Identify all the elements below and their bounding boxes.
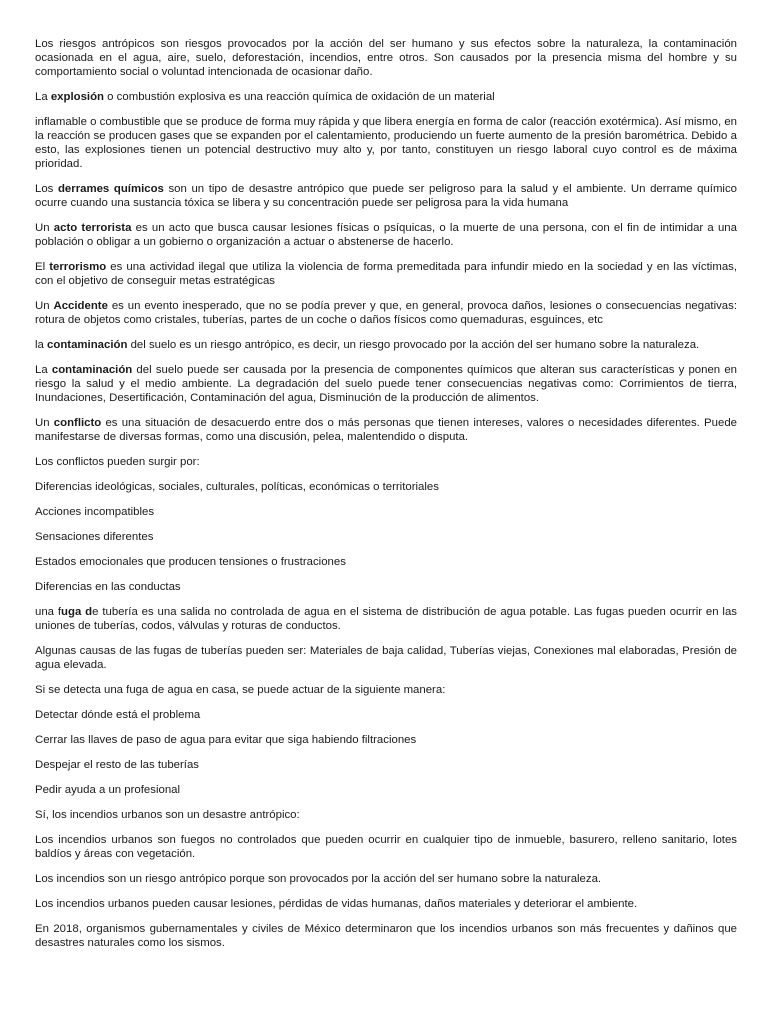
text-run: Estados emocionales que producen tensiones o frustraciones [35, 556, 346, 568]
text-run: Un [35, 417, 54, 429]
bold-term: uga d [61, 606, 93, 618]
text-run: es un evento inesperado, que no se podía prever y que, en general, provoca daños, lesiones o consecuencias negativas: rotura de objetos como cristales, tuberías, partes de un coche o daños físicos como quemaduras, esguinces, etc [35, 300, 737, 326]
bold-term: explosión [50, 91, 105, 103]
text-run: En 2018, organismos gubernamentales y civiles de México determinaron que los incendios urbanos son más frecuentes y dañinos que desastres naturales como los sismos. [35, 923, 737, 949]
text-run: Los [35, 183, 58, 195]
bold-term: terrorismo [49, 261, 107, 273]
paragraph [35, 683, 737, 697]
bold-term: contaminación [47, 339, 128, 351]
paragraph [35, 580, 737, 594]
text-run: La [35, 364, 52, 376]
text-run: Sensaciones diferentes [35, 531, 154, 543]
text-run: Diferencias ideológicas, sociales, culturales, políticas, económicas o territoriales [35, 481, 439, 493]
paragraph [35, 416, 737, 444]
text-run: Cerrar las llaves de paso de agua para evitar que siga habiendo filtraciones [35, 734, 417, 746]
text-run: es una situación de desacuerdo entre dos o más personas que tienen intereses, valores o necesidades diferentes. Puede manifestarse de diversas formas, como una discusión, pelea, malentendido o disputa. [35, 417, 737, 443]
paragraph [35, 505, 737, 519]
text-run: Despejar el resto de las tuberías [35, 759, 199, 771]
text-run: es una actividad ilegal que utiliza la violencia de forma premeditada para infundir miedo en la sociedad y en las víctimas, con el objetivo de conseguir metas estratégicas [35, 261, 738, 287]
text-run: Los incendios son un riesgo antrópico porque son provocados por la acción del ser humano sobre la naturaleza. [35, 873, 602, 885]
bold-term: Accidente [53, 300, 108, 312]
paragraph [35, 221, 737, 249]
bold-term: conflicto [53, 417, 102, 429]
text-run: es un acto que busca causar lesiones físicas o psíquicas, o la muerte de una persona, con el fin de intimidar a una población o obligar a un gobierno o organización a actuar o abstenerse de hacerlo. [35, 222, 737, 248]
paragraph [35, 644, 737, 672]
paragraph [35, 758, 737, 772]
paragraph [35, 733, 737, 747]
paragraph [35, 708, 737, 722]
text-run: Algunas causas de las fugas de tuberías pueden ser: Materiales de baja calidad, Tuberías viejas, Conexiones mal elaboradas, Presión de agua elevada. [35, 645, 737, 671]
paragraph [35, 299, 737, 327]
text-run: son un tipo de desastre antrópico que puede ser peligroso para la salud y el ambiente. Un derrame químico ocurre cuando una sustancia tóxica se libera y su concentración puede ser peligrosa para la vida humana [35, 183, 737, 209]
text-run: El [35, 261, 50, 273]
text-run: Pedir ayuda a un profesional [35, 784, 181, 796]
text-run: del suelo es un riesgo antrópico, es decir, un riesgo provocado por la acción del ser humano sobre la naturaleza. [127, 339, 700, 351]
text-run: Si se detecta una fuga de agua en casa, se puede actuar de la siguiente manera: [35, 684, 446, 696]
paragraph [35, 37, 737, 79]
paragraph [35, 808, 737, 822]
text-run: Los riesgos antrópicos son riesgos provocados por la acción del ser humano y sus efectos sobre la naturaleza, la contaminación ocasionada en el agua, aire, suelo, deforestación, incendios, entre otros. Son causados por la presencia misma del hombre y su comportamiento social o voluntad intencionada de ocasionar daño. [35, 38, 737, 78]
bold-term: contaminación [51, 364, 133, 376]
paragraph [35, 555, 737, 569]
paragraph [35, 480, 737, 494]
paragraph [35, 363, 737, 405]
paragraph [35, 182, 737, 210]
paragraph [35, 260, 737, 288]
bold-term: acto terrorista [53, 222, 132, 234]
paragraph [35, 833, 737, 861]
paragraph [35, 783, 737, 797]
paragraph [35, 115, 737, 171]
document-page [35, 37, 737, 961]
text-run: Un [35, 300, 54, 312]
text-run: e tubería es una salida no controlada de agua en el sistema de distribución de agua potable. Las fugas pueden ocurrir en las uniones de tuberías, codos, válvulas y roturas de conductos. [35, 606, 737, 632]
text-run: Acciones incompatibles [35, 506, 155, 518]
paragraph [35, 922, 737, 950]
text-run: Diferencias en las conductas [35, 581, 181, 593]
text-run: La [35, 91, 51, 103]
text-run: Los incendios urbanos pueden causar lesiones, pérdidas de vidas humanas, daños materiales y deteriorar el ambiente. [35, 898, 638, 910]
paragraph [35, 872, 737, 886]
paragraph [35, 455, 737, 469]
text-run: del suelo puede ser causada por la presencia de componentes químicos que alteran sus características y ponen en riesgo la salud y el medio ambiente. La degradación del suelo puede tener consecuencias negativas como: Corrimientos de tierra, Inundaciones, Desertificación, Contaminación del agua, Disminución de la producción de alimentos. [35, 364, 737, 404]
text-run: Sí, los incendios urbanos son un desastre antrópico: [35, 809, 300, 821]
text-run: o combustión explosiva es una reacción química de oxidación de un material [104, 91, 495, 103]
paragraph [35, 90, 737, 104]
bold-term: derrames químicos [57, 183, 164, 195]
text-run: la [35, 339, 48, 351]
text-run: inflamable o combustible que se produce de forma muy rápida y que libera energía en forma de calor (reacción exotérmica). Así mismo, en la reacción se producen gases que se expanden por el calentamiento, produciendo un fuerte aumento de la presión barométrica. Debido a esto, las explosiones tienen un potencial destructivo muy alto y, por tanto, constituyen un riesgo laboral cuyo control es de máxima prioridad. [35, 116, 737, 170]
paragraph [35, 897, 737, 911]
paragraph [35, 605, 737, 633]
paragraph [35, 338, 737, 352]
text-run: Detectar dónde está el problema [35, 709, 201, 721]
paragraph [35, 530, 737, 544]
text-run: una f [35, 606, 62, 618]
text-run: Los incendios urbanos son fuegos no controlados que pueden ocurrir en cualquier tipo de inmueble, basurero, relleno sanitario, lotes baldíos y áreas con vegetación. [35, 834, 737, 860]
text-run: Un [35, 222, 54, 234]
text-run: Los conflictos pueden surgir por: [35, 456, 200, 468]
